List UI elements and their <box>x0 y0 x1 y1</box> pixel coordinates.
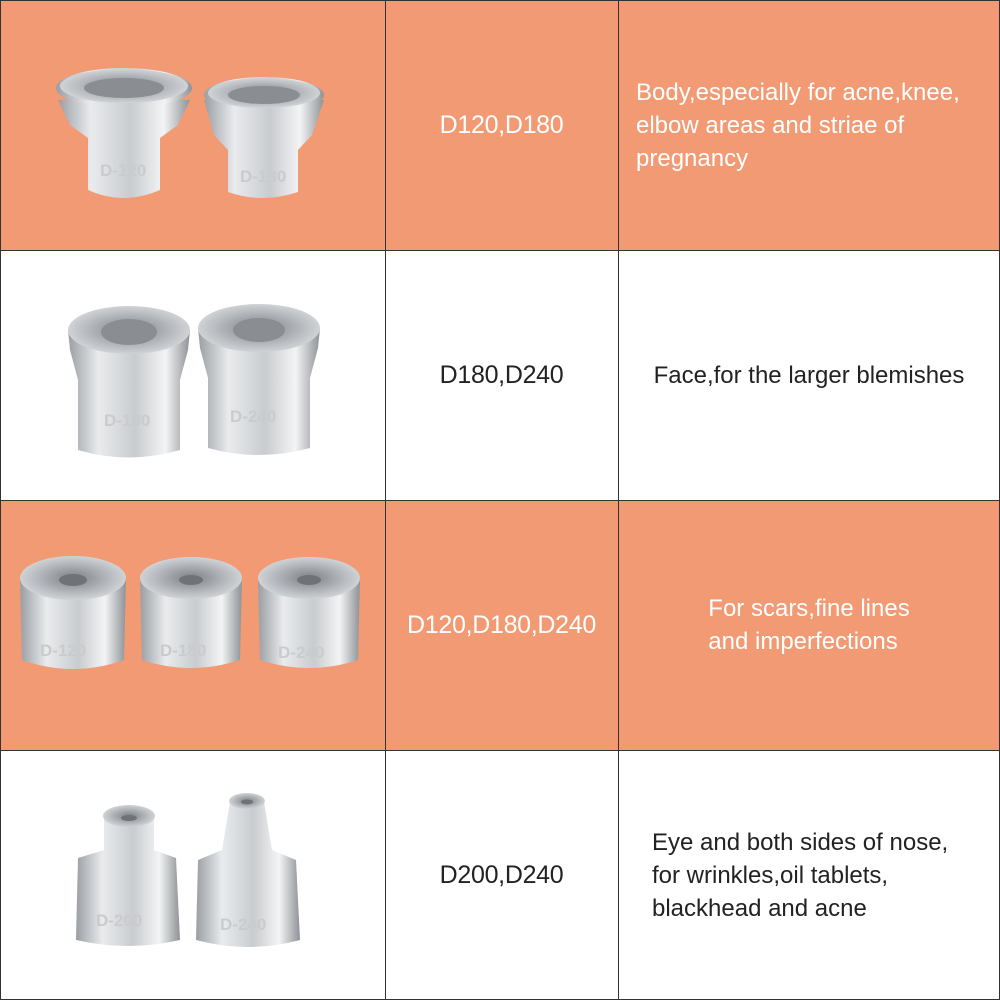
size-code: D120,D180,D240 <box>407 610 596 639</box>
size-code: D180,D240 <box>439 360 564 389</box>
usage-text: Face,for the larger blemishes <box>653 361 965 389</box>
tip-label: D-180 <box>160 641 207 660</box>
tip-label: D-120 <box>100 161 147 180</box>
usage-text: For scars,fine lines and imperfections <box>708 595 910 655</box>
tip-label: D-180 <box>240 167 287 186</box>
size-code: D120,D180 <box>439 110 564 139</box>
usage-text: Body,especially for acne,knee, elbow areas and striae of pregnancy <box>636 78 960 172</box>
tip-label: D-240 <box>230 407 277 426</box>
tip-label: D-200 <box>96 911 143 930</box>
tip-label: D-180 <box>104 411 151 430</box>
usage-text: Eye and both sides of nose, for wrinkles,oil tablets, blackhead and acne <box>652 828 949 922</box>
tip-label: D-240 <box>220 915 267 934</box>
size-code: D200,D240 <box>439 860 564 889</box>
tip-label: D-240 <box>278 643 325 662</box>
tip-label: D-120 <box>40 641 87 660</box>
